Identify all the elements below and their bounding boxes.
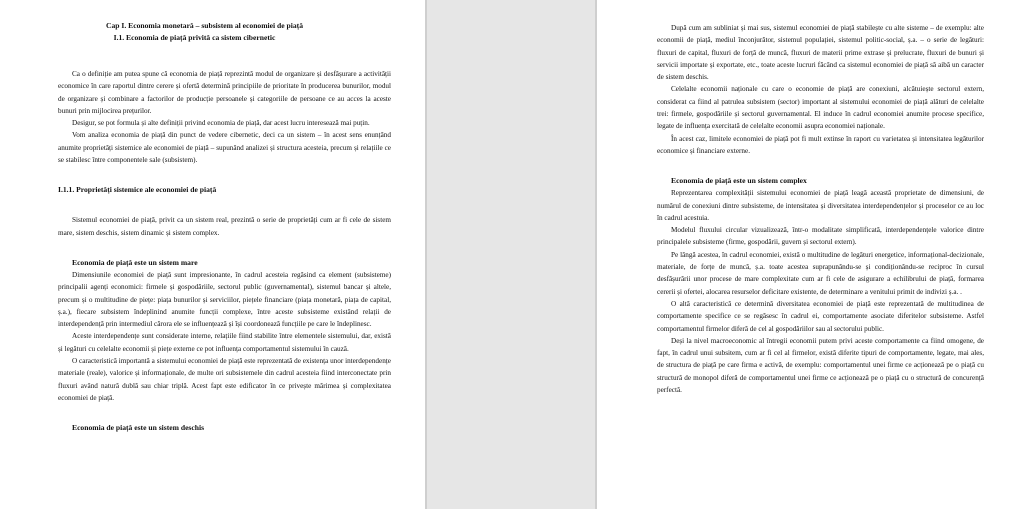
section-heading: Economia de piață este un sistem mare bbox=[72, 257, 198, 267]
section-heading: Economia de piață este un sistem deschis bbox=[72, 423, 205, 433]
paragraph: O altă caracteristică ce determină diversitatea economiei de piață este reprezentată de multitudinea de comportamente specifice ce se regăsesc în cadrul ei, comportamente asociate diferitelor subsisteme. Astfel comportamentul firmelor diferă de cel al gospodăriilor sau al sectorului public. bbox=[657, 299, 984, 333]
paragraph: Dimensiunile economiei de piață sunt impresionante, în cadrul acesteia regăsind ca element (subsisteme) principalii agenți economici: firmele și gospodăriile, sectorul public (guvernamental), sistemul bancar și altele, precum și o multitudine de piețe: piața bunurilor și serviciilor, piețele financiare (piața monetară, piața de capital, ș.a.), fiecare subsistem îndeplinind anumite funcții complexe, între aceste subsisteme existând relații de interdependență prin intermediul cărora ele se influențează și își coordonează funcțiile pe care le îndeplinesc. bbox=[58, 270, 391, 329]
document-page-right[interactable] bbox=[597, 0, 1024, 509]
paragraph: Aceste interdependențe sunt considerate interne, relațiile fiind stabilite între elementele sistemului, dar, există și legături cu celelalte economii și piețe externe ce pot influența comportamentul sistemului în cauză. bbox=[58, 332, 391, 353]
document-page-left[interactable] bbox=[0, 0, 425, 509]
chapter-title: Cap I. Economia monetară – subsistem al economiei de piață bbox=[105, 21, 303, 30]
paragraph: Vom analiza economia de piață din punct de vedere cibernetic, deci ca un sistem – în acest sens enunțând anumite proprietăți sistemice ale economiei de piață – supunând analizei și structura acesteia, precum și relațiile ce se stabilesc între componentele sale (subsistem). bbox=[58, 131, 391, 165]
paragraph: O caracteristică importantă a sistemului economiei de piață este reprezentată de existența unor interdependențe materiale (reale), valorice și informaționale, de multe ori subsistemele din cadrul acesteia fiind interconectate prin fluxuri având natură dublă sau chiar triplă. Acest fapt este edificator în ce privește mărimea și complexitatea economiei de piață. bbox=[58, 357, 391, 402]
paragraph: Reprezentarea complexității sistemului economiei de piață leagă această proprietate de dimensiuni, de numărul de conexiuni dintre subsisteme, de intensitatea și diversitatea interdependențelor și proceselor ce au loc în cadrul acestuia. bbox=[657, 189, 984, 222]
paragraph: Deși la nivel macroeconomic al întregii economii putem privi aceste comportamente ca fiind omogene, de fapt, în cadrul unui subsitem, cum ar fi cel al firmelor, există diferite tipuri de comportamente, legate, mai ales, de structura de piață pe care firma e activă, de exemplu: comportamentul unei firme ce acționează pe o piață cu structură de monopol diferă de comportamentul unei firme ce acționează pe o piață cu o structură de concurență perfectă. bbox=[657, 336, 984, 395]
paragraph: Desigur, se pot formula și alte definiții privind economia de piață, dar acest lucru interesează mai puțin. bbox=[72, 119, 370, 128]
paragraph: Ca o definiție am putea spune că economia de piață reprezintă modul de organizare și desfășurare a activității economice în care raportul dintre cerere și ofertă determină principiile de prioritate în producerea bunurilor, modul de organizare și combinare a factorilor de producție persoanele și categoriile de persoane ce au acces la aceste bunuri prin mijlocirea prețurilor. bbox=[58, 70, 391, 115]
paragraph: Pe lângă acestea, în cadrul economiei, există o multitudine de legături energetice, informațional-decizionale, materiale, de forțe de muncă, ș.a. toate acestea suprapunându-se și condiționându-se reciproc în cursul desfășurării unor procese de mare complexitate cum ar fi cele de asigurare a echilibrului de piață, formarea cererii și ofertei, alocarea resurselor deficitare existente, de determinare a venitului primit de indivizi ș.a. . bbox=[657, 250, 984, 296]
paragraph: Sistemul economiei de piață, privit ca un sistem real, prezintă o serie de proprietăți cum ar fi cele de sistem mare, sistem deschis, sistem dinamic și sistem complex. bbox=[58, 216, 391, 237]
page-edge bbox=[425, 0, 427, 509]
subsection-title: I.1.1. Proprietăți sistemice ale economiei de piață bbox=[58, 185, 217, 195]
section-title: I.1. Economia de piață privită ca sistem cibernetic bbox=[113, 33, 276, 42]
section-heading: Economia de piață este un sistem complex bbox=[671, 176, 807, 186]
paragraph: După cum am subliniat și mai sus, sistemul economiei de piață stabilește cu alte sisteme – de exemplu: alte economii de piață, mediul înconjurător, sistemul populației, sistemul politic-social, ș.a. – o serie de legături: fluxuri de capital, fluxuri de forță de muncă, fluxuri de materii prime extrase și prelucrate, fluxuri de bunuri și servicii importate și exportate, etc., toate aceste lucruri făcând ca sistemul economiei de piață să aibă un caracter de sistem deschis. bbox=[657, 24, 984, 82]
workspace-gap bbox=[425, 0, 597, 509]
paragraph: Celelalte economii naționale cu care o economie de piață are conexiuni, alcătuiește sectorul extern, considerat ca fiind al patrulea subsistem (sector) important al sistemului economiei de piață alături de celelalte trei: firmele, gospodăriile și sectorul guvernamental. El induce în cadrul economiei anumite procese specifice, legate de influența exercitată de celelalte economii asupra economiei naționale. bbox=[657, 85, 984, 131]
paragraph: În acest caz, limitele economiei de piață pot fi mult extinse în raport cu varietatea și intensitatea legăturilor economice și financiare externe. bbox=[657, 134, 984, 155]
paragraph: Modelul fluxului circular vizualizează, într-o modalitate simplificată, interdependențele valorice dintre principalele subsisteme (firme, gospodării, guvern și sectorul extern). bbox=[657, 226, 984, 247]
